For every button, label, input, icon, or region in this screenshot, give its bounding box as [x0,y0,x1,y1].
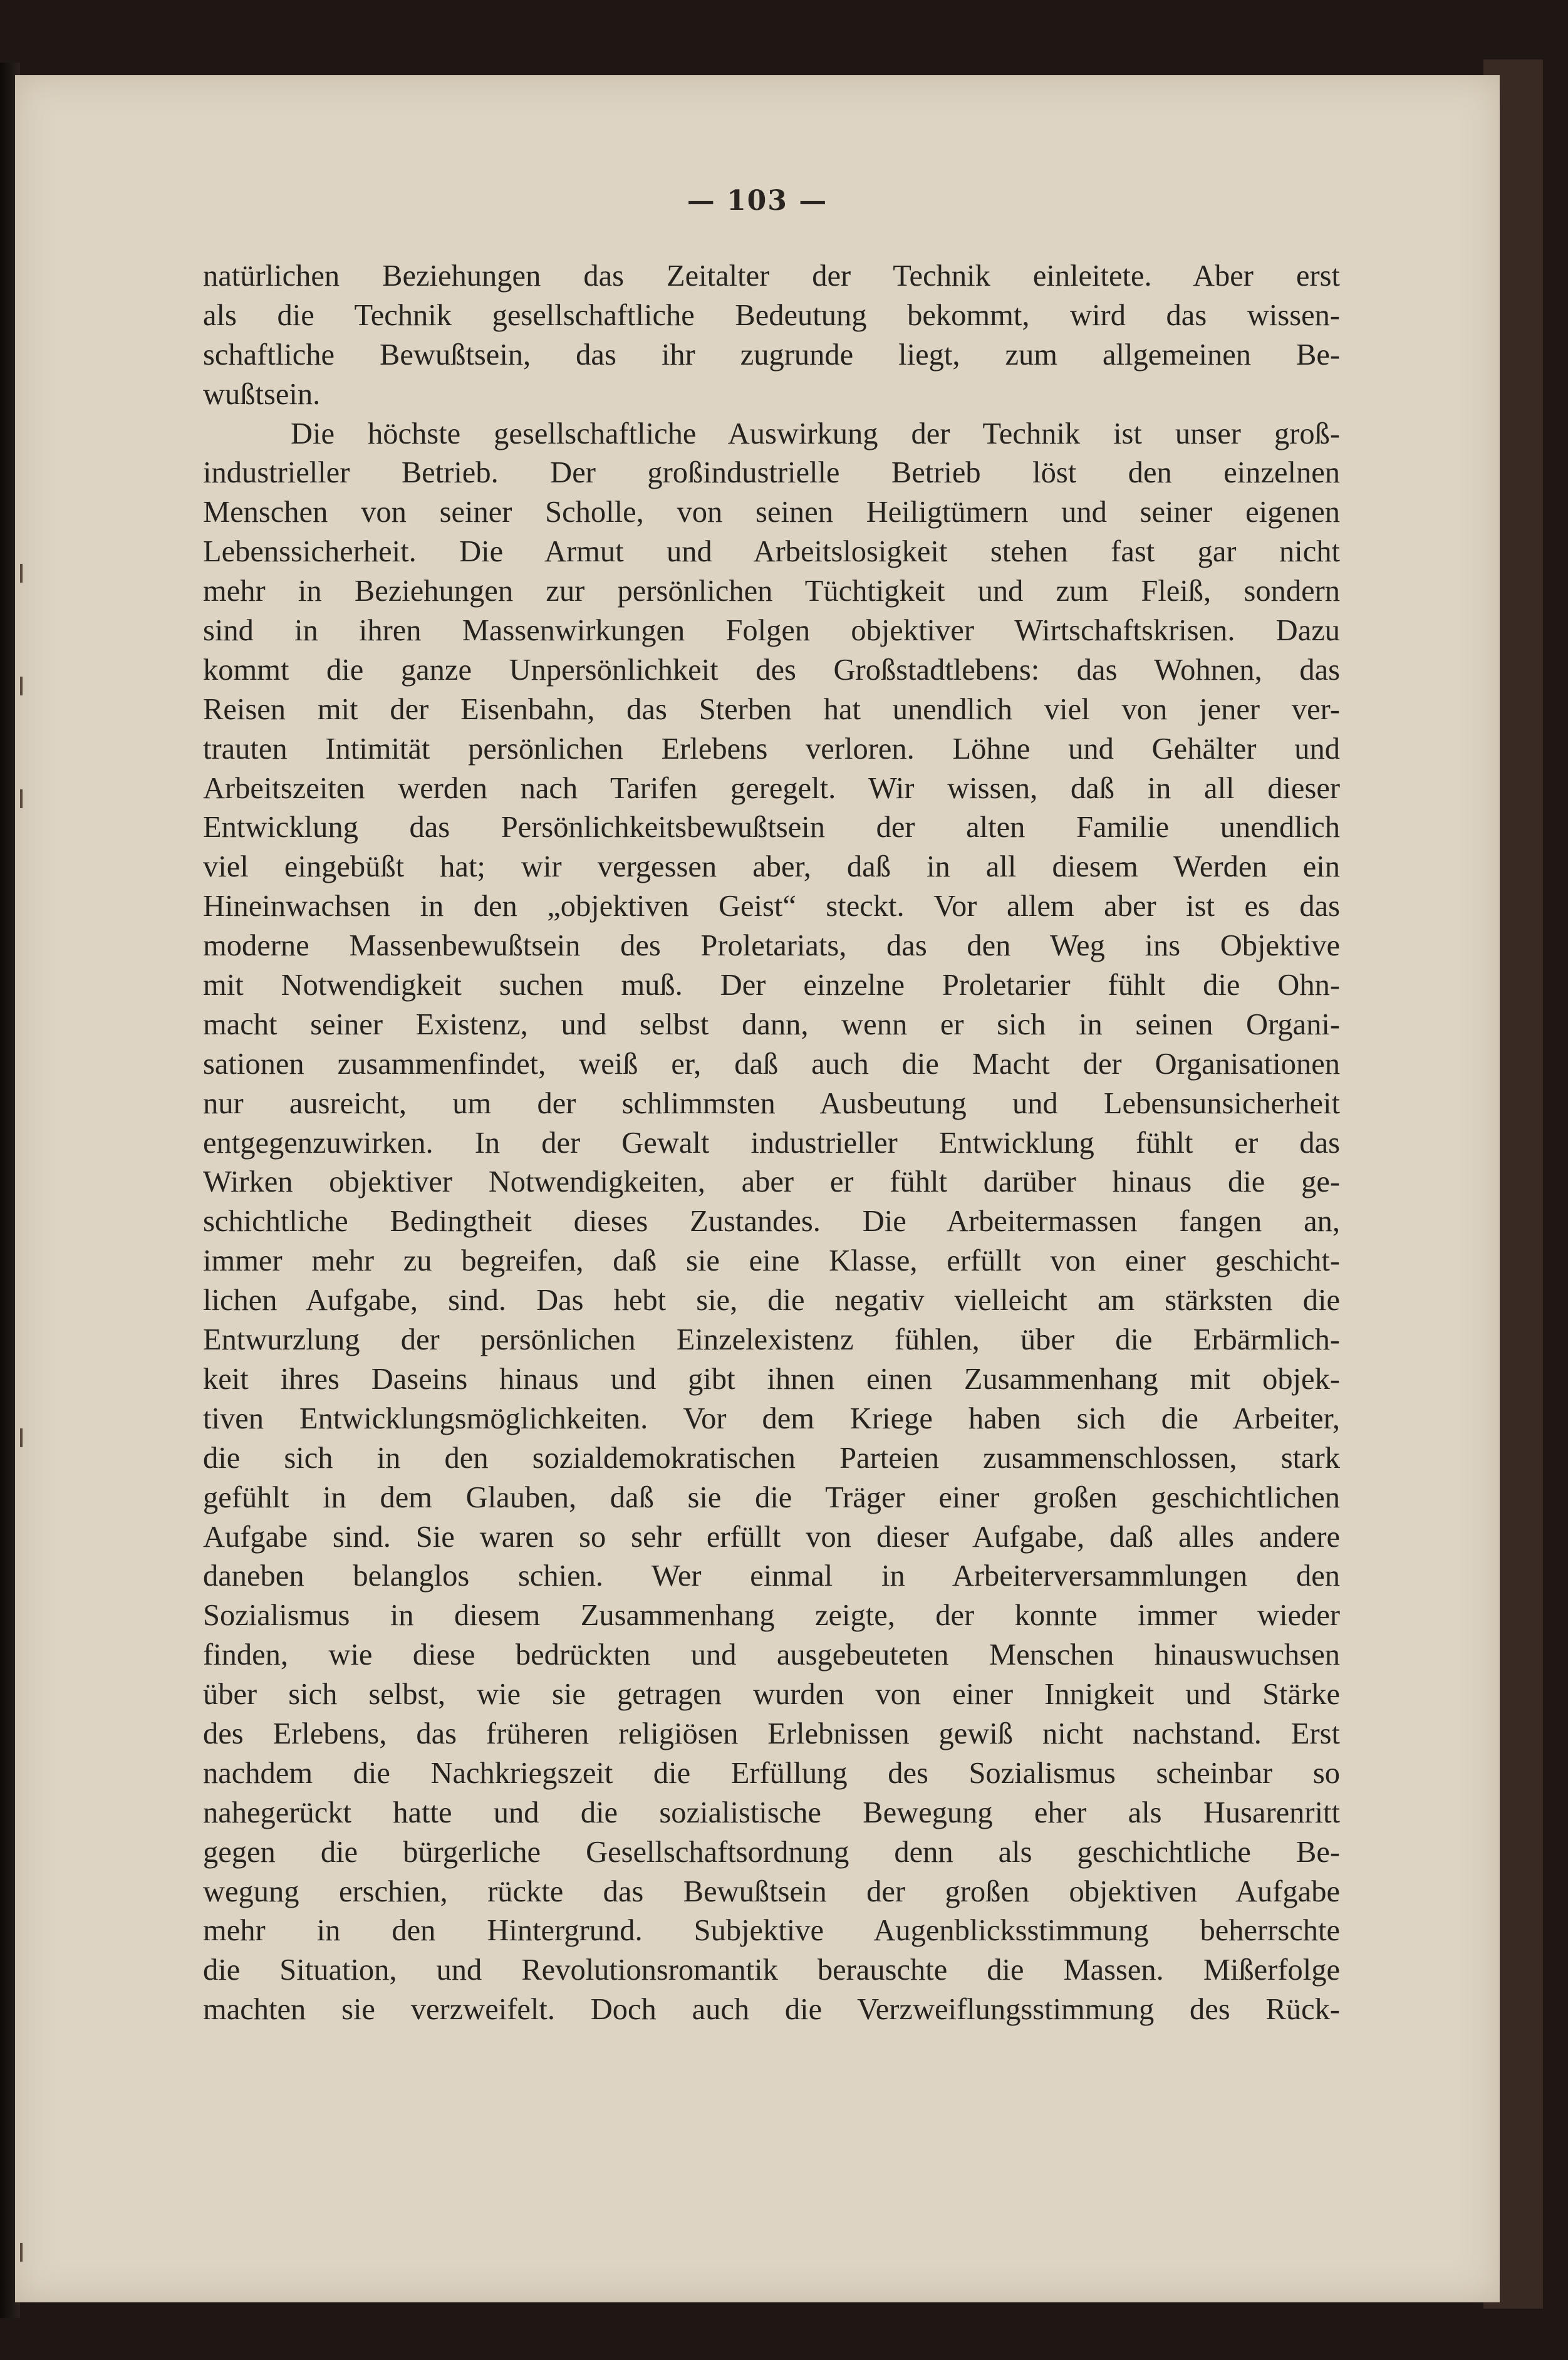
text-line: gefühlt in dem Glauben, daß sie die Träger einer großen geschichtlichen [203,1480,1340,1514]
text-line: mit Notwendigkeit suchen muß. Der einzelne Proletarier fühlt die Ohn- [203,969,1340,1002]
text-line: schaftliche Bewußtsein, das ihr zugrunde liegt, zum allgemeinen Be- [203,338,1340,372]
text-line: Sozialismus in diesem Zusammenhang zeigte, der konnte immer wieder [203,1599,1340,1633]
text-line: moderne Massenbewußtsein des Proletariats, das den Weg ins Objektive [203,929,1340,963]
text-line: Die höchste gesellschaftliche Auswirkung der Technik ist unser groß- [291,417,1340,450]
book-page [15,75,1500,2302]
text-line: finden, wie diese bedrückten und ausgebeuteten Menschen hinauswuchsen [203,1638,1340,1672]
text-line: Hineinwachsen in den „objektiven Geist“ steckt. Vor allem aber ist es das [203,890,1340,923]
text-line: Entwicklung das Persönlichkeitsbewußtsein der alten Familie unendlich [203,811,1340,845]
text-line: daneben belanglos schien. Wer einmal in Arbeiterversammlungen den [203,1559,1340,1593]
text-line: mehr in den Hintergrund. Subjektive Augenblicksstimmung beherrschte [203,1914,1340,1948]
text-line: Wirken objektiver Notwendigkeiten, aber er fühlt darüber hinaus die ge- [203,1165,1340,1199]
text-line: die Situation, und Revolutionsromantik berauschte die Massen. Mißerfolge [203,1953,1340,1987]
text-line: viel eingebüßt hat; wir vergessen aber, daß in all diesem Werden ein [203,850,1340,884]
text-line: industrieller Betrieb. Der großindustrielle Betrieb löst den einzelnen [203,456,1340,490]
text-line: keit ihres Daseins hinaus und gibt ihnen einen Zusammenhang mit objek- [203,1362,1340,1396]
text-line: nachdem die Nachkriegszeit die Erfüllung des Sozialismus scheinbar so [203,1756,1340,1790]
body-text [203,257,1340,2030]
text-line: kommt die ganze Unpersönlichkeit des Großstadtlebens: das Wohnen, das [203,653,1340,687]
page-number: — 103 — [687,185,828,217]
text-line: gegen die bürgerliche Gesellschaftsordnung denn als geschichtliche Be- [203,1835,1340,1869]
text-line: Lebenssicherheit. Die Armut und Arbeitslosigkeit stehen fast gar nicht [203,535,1340,569]
text-line: machten sie verzweifelt. Doch auch die Verzweiflungsstimmung des Rück- [203,1993,1340,2027]
text-line: tiven Entwicklungsmöglichkeiten. Vor dem Kriege haben sich die Arbeiter, [203,1401,1340,1435]
text-line: über sich selbst, wie sie getragen wurden von einer Innigkeit und Stärke [203,1678,1340,1712]
text-line: lichen Aufgabe, sind. Das hebt sie, die negativ vielleicht am stärksten die [203,1284,1340,1318]
text-line: sationen zusammenfindet, weiß er, daß auch die Macht der Organisationen [203,1047,1340,1081]
text-line: wußtsein. [203,377,321,411]
margin-tick [20,564,23,583]
text-line: trauten Intimität persönlichen Erlebens verloren. Löhne und Gehälter und [203,732,1340,766]
text-line: Menschen von seiner Scholle, von seinen Heiligtümern und seiner eigenen [203,496,1340,529]
text-line: entgegenzuwirken. In der Gewalt industrieller Entwicklung fühlt er das [203,1126,1340,1160]
margin-tick [20,1428,23,1447]
margin-tick [20,2243,23,2262]
text-line: macht seiner Existenz, und selbst dann, wenn er sich in seinen Organi- [203,1007,1340,1041]
text-line: immer mehr zu begreifen, daß sie eine Klasse, erfüllt von einer geschicht- [203,1244,1340,1278]
text-line: sind in ihren Massenwirkungen Folgen objektiver Wirtschaftskrisen. Dazu [203,614,1340,648]
text-line: wegung erschien, rückte das Bewußtsein der großen objektiven Aufgabe [203,1874,1340,1908]
text-line: Aufgabe sind. Sie waren so sehr erfüllt von dieser Aufgabe, daß alles andere [203,1520,1340,1554]
text-line: nahegerückt hatte und die sozialistische Bewegung eher als Husarenritt [203,1796,1340,1829]
text-line: schichtliche Bedingtheit dieses Zustandes. Die Arbeitermassen fangen an, [203,1205,1340,1239]
text-line: Arbeitszeiten werden nach Tarifen geregelt. Wir wissen, daß in all dieser [203,771,1340,805]
margin-tick [20,789,23,808]
text-line: nur ausreicht, um der schlimmsten Ausbeutung und Lebensunsicherheit [203,1086,1340,1120]
text-line: die sich in den sozialdemokratischen Parteien zusammenschlossen, stark [203,1441,1340,1475]
text-line: natürlichen Beziehungen das Zeitalter der Technik einleitete. Aber erst [203,259,1340,293]
text-line: mehr in Beziehungen zur persönlichen Tüchtigkeit und zum Fleiß, sondern [203,574,1340,608]
text-line: als die Technik gesellschaftliche Bedeutung bekommt, wird das wissen- [203,298,1340,332]
text-line: des Erlebens, das früheren religiösen Erlebnissen gewiß nicht nachstand. Erst [203,1717,1340,1750]
text-line: Reisen mit der Eisenbahn, das Sterben hat unendlich viel von jener ver- [203,692,1340,726]
margin-tick [20,677,23,695]
text-line: Entwurzlung der persönlichen Einzelexistenz fühlen, über die Erbärmlich- [203,1323,1340,1357]
